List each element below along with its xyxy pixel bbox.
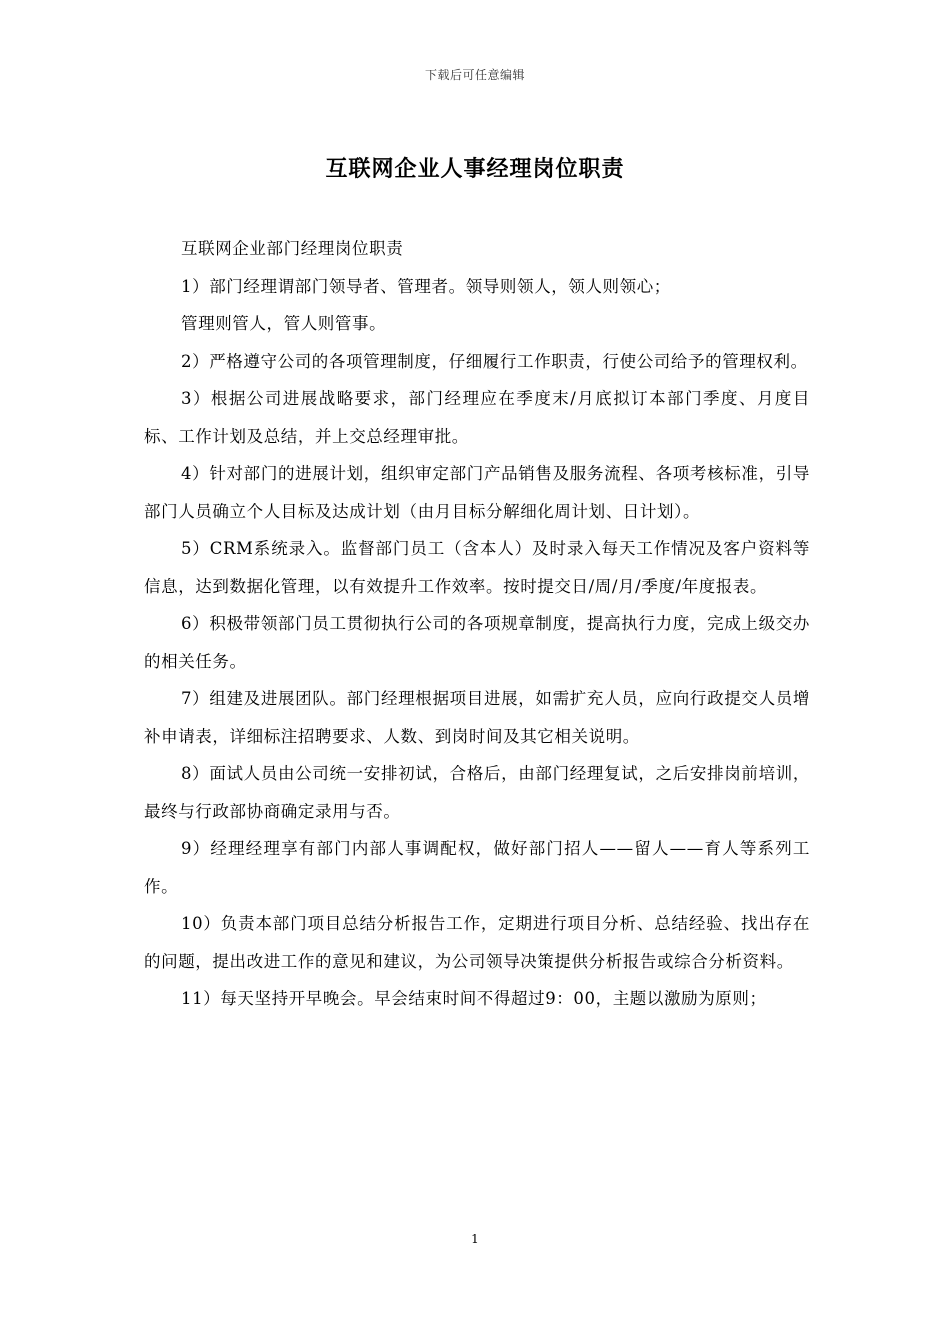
document-body: [144, 230, 810, 1018]
document-title: 互联网企业人事经理岗位职责: [325, 156, 625, 182]
paragraph-item-10: 10）负责本部门项目总结分析报告工作，定期进行项目分析、总结经验、找出存在的问题，提出改进工作的意见和建议，为公司领导决策提供分析报告或综合分析资料。: [144, 914, 810, 971]
paragraph-item-8: 8）面试人员由公司统一安排初试，合格后，由部门经理复试，之后安排岗前培训，最终与行政部协商确定录用与否。: [144, 764, 810, 821]
paragraph-item-5: 5）CRM系统录入。监督部门员工（含本人）及时录入每天工作情况及客户资料等信息，达到数据化管理，以有效提升工作效率。按时提交日/周/月/季度/年度报表。: [144, 539, 810, 596]
paragraph-item-2: 2）严格遵守公司的各项管理制度，仔细履行工作职责，行使公司给予的管理权利。: [181, 351, 808, 371]
paragraph-item-7: 7）组建及进展团队。部门经理根据项目进展，如需扩充人员，应向行政提交人员增补申请表，详细标注招聘要求、人数、到岗时间及其它相关说明。: [144, 689, 810, 746]
paragraph-item-3: 3）根据公司进展战略要求，部门经理应在季度末/月底拟订本部门季度、月度目标、工作计划及总结，并上交总经理审批。: [144, 389, 810, 446]
paragraph-item-6: 6）积极带领部门员工贯彻执行公司的各项规章制度，提高执行力度，完成上级交办的相关任务。: [144, 614, 810, 671]
paragraph-item-1-continued: 管理则管人，管人则管事。: [181, 314, 387, 333]
paragraph-item-11: 11）每天坚持开早晚会。早会结束时间不得超过9：00，主题以激励为原则；: [181, 989, 767, 1008]
paragraph-item-9: 9）经理经理享有部门内部人事调配权，做好部门招人——留人——育人等系列工作。: [144, 839, 810, 896]
page-number: 1: [471, 1232, 479, 1246]
paragraph-item-1: 1）部门经理谓部门领导者、管理者。领导则领人，领人则领心；: [181, 276, 671, 296]
page-header-note: 下载后可任意编辑: [424, 68, 525, 82]
paragraph-item-4: 4）针对部门的进展计划，组织审定部门产品销售及服务流程、各项考核标准，引导部门人员确立个人目标及达成计划（由月目标分解细化周计划、日计划）。: [144, 464, 810, 521]
paragraph-section-heading: 互联网企业部门经理岗位职责: [181, 239, 404, 258]
